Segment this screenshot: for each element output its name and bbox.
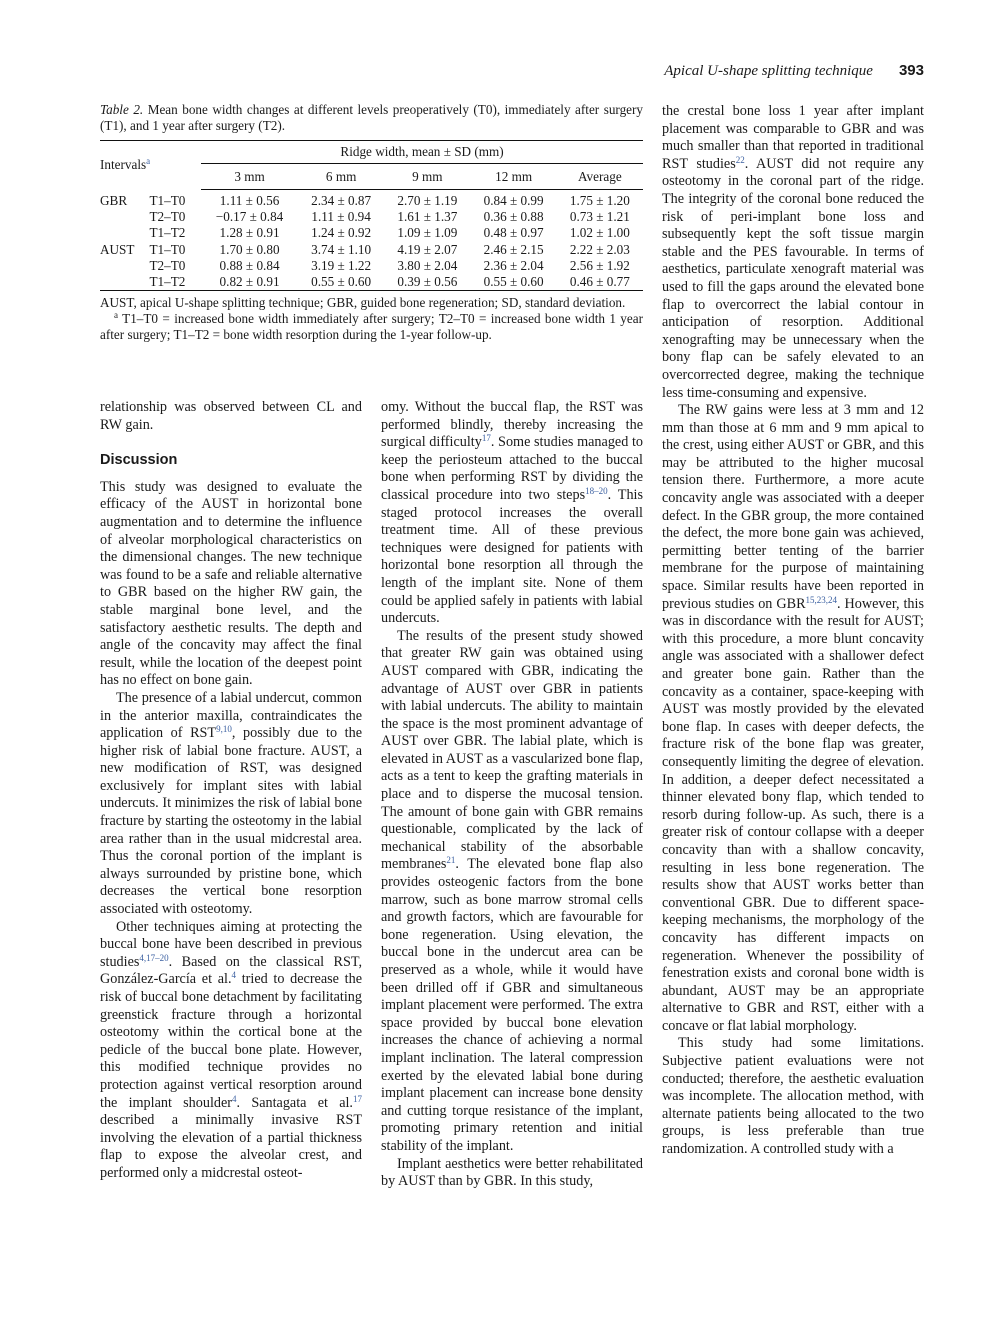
citation: 17 [481, 433, 491, 444]
value-cell: 0.46 ± 0.77 [569, 274, 630, 290]
citation: 17 [352, 1093, 362, 1104]
value-cell: 1.11 ± 0.94 [311, 209, 371, 225]
table-row [100, 242, 643, 258]
value-cell: 1.24 ± 0.92 [311, 225, 372, 241]
col-header: 9 mm [384, 164, 470, 190]
value-cell: 2.22 ± 2.03 [569, 241, 630, 257]
value-cell: 4.19 ± 2.07 [397, 241, 458, 257]
value-cell: 0.48 ± 0.97 [483, 225, 544, 241]
paragraph: This study had some limitations. Subjective patient evaluations were not conducted; therefore, the aesthetic evaluation was incomplete. The allocation method, with alternate patients being allocated to the two groups, is less preferable than true randomization. A controlled study with a [662, 1035, 924, 1158]
body-column-1 [100, 399, 362, 1183]
value-cell: 3.19 ± 1.22 [311, 257, 372, 273]
value-cell: 0.82 ± 0.91 [219, 274, 280, 290]
citation: 4 [232, 1093, 237, 1104]
interval-cell: T2–T0 [149, 209, 186, 225]
ridge-width-header: Ridge width, mean ± SD (mm) [201, 141, 643, 164]
body-column-3 [662, 103, 924, 1159]
citation: 21 [446, 855, 456, 866]
citation: 15,23,24 [805, 594, 838, 605]
interval-cell: T2–T0 [149, 257, 186, 273]
value-cell: 1.02 ± 1.00 [569, 225, 630, 241]
value-cell: 0.88 ± 0.84 [219, 257, 280, 273]
citation: 4,17–20 [139, 952, 169, 963]
value-cell: 1.11 ± 0.56 [219, 193, 280, 209]
value-cell: 0.55 ± 0.60 [311, 274, 372, 290]
value-cell: 0.36 ± 0.88 [483, 209, 544, 225]
group-cell [100, 274, 149, 291]
interval-cell: T1–T0 [149, 192, 186, 208]
paragraph: This study was designed to evaluate the efficacy of the AUST in horizontal bone augmentation and to determine the influence of alveolar morphological characteristics on the dimensional changes. The new technique was found to be a safe and reliable alternative to GBR based on the higher RW gain, the stable marginal bone level, and the satisfactory aesthetic results. The depth and angle of the concavity may affect the final result, while the location of the deepest point has no effect on bone gain. [100, 478, 362, 689]
value-cell: 2.36 ± 2.04 [483, 257, 544, 273]
value-cell: 2.56 ± 1.92 [569, 257, 630, 273]
group-cell [100, 209, 149, 225]
citation: 22 [735, 154, 745, 165]
paragraph: The results of the present study showed that greater RW gain was obtained using AUST compared with GBR, indicating the advantage of AUST over GBR in patients with labial undercuts. The ability to maintain the space is the most prominent advantage of AUST over GBR. The labial plate, which is elevated in AUST as a vascularized bone flap, acts as a tent to keep the grafting materials in place and to disperse the mucosal tension. The amount of bone gain with GBR remains questionable, complicated by the lack of mechanical stability of the absorbable membranes$^{21}$. The elevated bone flap also provides osteogenic factors from the bone marrow, such as bone marrow stromal cells and growth factors, which are favourable for bone regeneration. Using elevation, the buccal bone in the undercut area can be preserved as a whole, while it would have been drilled off if GBR and simultaneous implant placement were performed. The extra space provided by buccal bone elevation increases the chance of achieving a normal implant inclination. The lateral compression exerted by the elevated labial bone during implant placement can increase bone density and cutting torque resistance of the implant, promoting primary retention and initial stability of the implant. [381, 627, 643, 1154]
value-cell: 0.84 ± 0.99 [483, 193, 544, 209]
table-row [100, 225, 643, 241]
bone-width-table [100, 140, 643, 291]
paragraph: The RW gains were less at 3 mm and 12 mm than those at 6 mm and 9 mm apical to the crest, using either AUST or GBR, and this may be attributed to the higher mucosal tension there. Furthermore, a more acute concavity angle was associated with a deeper defect. In the GBR group, the more contained the defect, the more bone gain was achieved, permitting better tenting of the barrier membrane for the purpose of maintaining space. Similar results have been reported in previous studies on GBR$^{15,23,24}$. However, this was in discordance with the result for AUST; with this procedure, a more blunt concavity angle was associated with a shallower defect and greater bone gain. Rather than the concavity as a container, space-keeping with AUST was mostly provided by the elevated bone flap. In cases with deeper defects, the fracture risk of the bone flap was greater, consequently limiting the degree of elevation. In addition, a deeper defect necessitated a thinner elevated bony flap, which tended to resorb during follow-up. As such, there is a greater risk of contour collapse with a deeper concavity than with a shallow concavity, resulting in less bone regeneration. The results show that AUST works better than conventional GBR. Due to different space-keeping mechanisms, the morphology of the concavity has different impacts on regeneration. Whenever the possibility of fenestration exists and coronal bone width is abundant, AUST may be an appropriate alternative to GBR and RST, either with a concave or flat labial morphology. [662, 402, 924, 1034]
table-caption-label: Table 2. [100, 102, 144, 117]
paragraph: omy. Without the buccal flap, the RST was performed blindly, thereby increasing the surgical difficulty$^{17}$. Some studies managed to keep the periosteum attached to the buccal bone when performing RST by dividing the classical procedure into two steps$^{18-20}$. This staged protocol increases the overall treatment time. All of these previous techniques were designed for patients with horizontal bone resorption all through the length of the implant site. None of them could be applied safely in patients with labial undercuts. [381, 399, 644, 627]
table-row [100, 190, 643, 210]
footnote-abbreviations: AUST, apical U-shape splitting technique; GBR, guided bone regeneration; SD, standard deviation. [100, 295, 626, 311]
interval-cell: T1–T2 [149, 225, 186, 241]
intervals-header: Intervals$^a$ [100, 156, 151, 173]
table-2 [100, 102, 643, 343]
value-cell: 1.09 ± 1.09 [397, 225, 458, 241]
col-header: 12 mm [470, 164, 556, 190]
paragraph: Other techniques aiming at protecting the buccal bone have been described in previous studies$^{4,17-20}$. Based on the classical RST, González-García et al.$^4$ tried to decrease the risk of buccal bone detachment by facilitating greenstick fracture through a horizontal osteotomy within the cortical bone at the pedicle of the buccal bone plate. However, this modified technique provides no protection against vertical resorption around the implant shoulder$^4$. Santagata et al.$^{17}$ described a minimally invasive RST involving the elevation of a partial thickness flap to expose the alveolar crest, and performed only a midcrestal osteot- [100, 918, 362, 1181]
body-column-2 [381, 399, 643, 1191]
value-cell: 2.34 ± 0.87 [311, 193, 372, 209]
table-caption-text: Mean bone width changes at different levels preoperatively (T0), immediately after surgery (T1), and 1 year after surgery (T2). [100, 102, 644, 133]
paragraph: relationship was observed between CL and RW gain. [100, 399, 362, 433]
value-cell: 0.39 ± 0.56 [397, 274, 458, 290]
value-cell: 0.55 ± 0.60 [483, 274, 544, 290]
page-number: 393 [898, 62, 924, 79]
table-row [100, 258, 643, 274]
paragraph: The presence of a labial undercut, common in the anterior maxilla, contraindicates the application of RST$^{9,10}$, possibly due to the higher risk of labial bone fracture. AUST, a new modification of RST, was designed exclusively for implant sites with labial undercuts. It minimizes the risk of labial bone fracture by starting the osteotomy in the labial area rather than in the usual midcrestal area. Thus the coronal portion of the implant is always surrounded by pristine bone, which decreases the vertical bone resorption associated with osteotomy. [100, 689, 363, 918]
running-title: Apical U-shape splitting technique [664, 63, 873, 79]
table-row [100, 274, 643, 291]
citation: 4 [231, 970, 237, 981]
col-header: 6 mm [298, 164, 384, 190]
value-cell: 2.46 ± 2.15 [483, 241, 544, 257]
interval-cell: T1–T2 [149, 274, 186, 290]
value-cell: −0.17 ± 0.84 [215, 209, 284, 225]
value-cell: 2.70 ± 1.19 [397, 193, 458, 209]
value-cell: 3.80 ± 2.04 [397, 257, 458, 273]
table-caption [100, 102, 643, 134]
group-cell [100, 258, 149, 274]
value-cell: 1.75 ± 1.20 [569, 193, 630, 209]
paragraph: the crestal bone loss 1 year after implant placement was comparable to GBR and was much smaller than that reported in traditional RST studies$^{22}$. AUST did not require any osteotomy in the coronal part of the ridge. The integrity of the coronal bone reduced the risk of peri-implant bone loss and subsequently kept the soft tissue margin stable and the PES favourable. In terms of aesthetics, particulate xenograft material was used to fill the gaps around the elevated bone flap to overcorrect the labial contour in anticipation of resorption. Additional xenografting may be unnecessary when the bony flap can be safely elevated to an overcorrected degree, making the technique less time-consuming and expensive. [662, 103, 924, 401]
table-row [100, 209, 643, 225]
col-header: Average [557, 164, 643, 190]
group-cell: GBR [100, 192, 128, 208]
col-header: 3 mm [201, 164, 298, 190]
running-header [664, 62, 924, 80]
citation: 9,10 [216, 724, 232, 735]
paragraph: Implant aesthetics were better rehabilitated by AUST than by GBR. In this study, [381, 1155, 643, 1190]
value-cell: 3.74 ± 1.10 [311, 241, 372, 257]
citation: 18–20 [585, 485, 608, 496]
group-cell: AUST [100, 241, 135, 257]
section-heading-discussion: Discussion [100, 452, 178, 469]
table-footnotes [100, 295, 643, 343]
group-cell [100, 225, 149, 241]
value-cell: 1.70 ± 0.80 [219, 241, 280, 257]
interval-cell: T1–T0 [149, 241, 186, 257]
value-cell: 1.28 ± 0.91 [219, 225, 280, 241]
value-cell: 0.73 ± 1.21 [569, 209, 630, 225]
footnote-a: $^a$ T1–T0 = increased bone width immediately after surgery; T2–T0 = increased bone width 1 year after surgery; T1–T2 = bone width resorption during the 1-year follow-up. [100, 310, 643, 343]
value-cell: 1.61 ± 1.37 [397, 209, 458, 225]
